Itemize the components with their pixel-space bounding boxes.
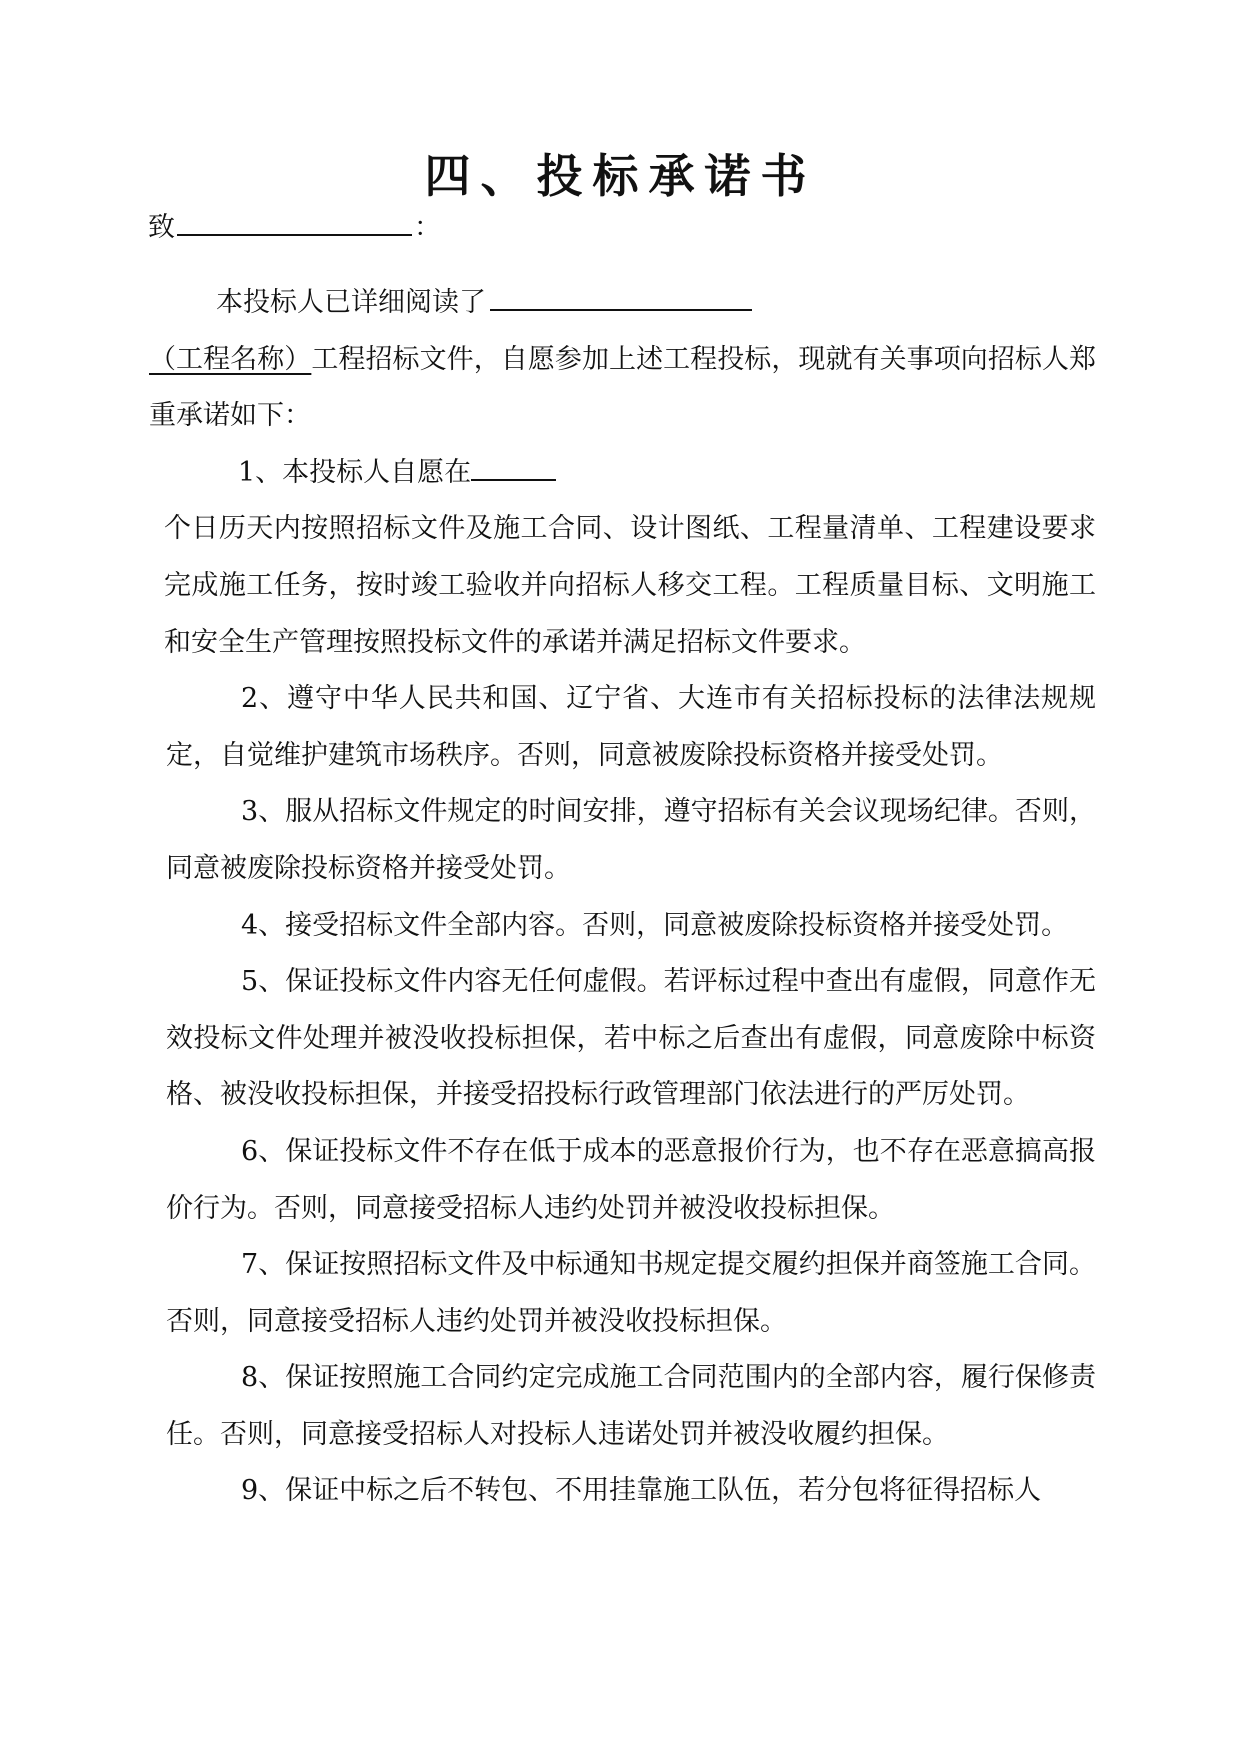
- days-blank: [471, 453, 556, 481]
- clause-8: 8、保证按照施工合同约定完成施工合同范围内的全部内容，履行保修责任。否则，同意接受招标人对投标人违诺处罚并被没收履约担保。: [166, 1362, 1096, 1450]
- addressee-suffix: ：: [414, 212, 441, 243]
- clause-6: 6、保证投标文件不存在低于成本的恶意报价行为，也不存在恶意搞高报价行为。否则，同意接受招标人违约处罚并被没收投标担保。: [166, 1135, 1096, 1224]
- addressee-blank: [177, 208, 412, 236]
- page-title: 四、投标承诺书: [424, 149, 817, 203]
- intro-lead-line: [166, 275, 1096, 332]
- clause-4: 4、接受招标文件全部内容。否则，同意被废除投标资格并接受处罚。: [241, 909, 1069, 941]
- addressee-line: [148, 208, 441, 246]
- project-name-placeholder: （工程名称）: [149, 343, 312, 375]
- document-body: [149, 275, 1097, 1520]
- project-name-blank: [490, 283, 752, 311]
- clause-2: 2、遵守中华人民共和国、辽宁省、大连市有关招标投标的法律法规规定，自觉维护建筑市场秩序。否则，同意被废除投标资格并接受处罚。: [166, 683, 1096, 771]
- intro-rest: 工程招标文件，自愿参加上述工程投标，现就有关事项向招标人郑重承诺如下：: [149, 343, 1097, 432]
- clause-9: 9、保证中标之后不转包、不用挂靠施工队伍，若分包将征得招标人: [241, 1475, 1042, 1507]
- clause-1-lead: 1、本投标人自愿在: [238, 456, 472, 488]
- intro-paragraph: [149, 332, 1096, 445]
- clause-5: 5、保证投标文件内容无任何虚假。若评标过程中查出有虚假，同意作无效投标文件处理并被没收投标担保，若中标之后查出有虚假，同意废除中标资格、被没收投标担保，并接受招投标行政管理部门依法进行的严厉处罚。: [166, 966, 1096, 1111]
- clause-1-rest: 个日历天内按照招标文件及施工合同、设计图纸、工程量清单、工程建设要求完成施工任务，按时竣工验收并向招标人移交工程。工程质量目标、文明施工和安全生产管理按照投标文件的承诺并满足招标文件要求。: [164, 513, 1096, 658]
- clause-3: 3、服从招标文件规定的时间安排，遵守招标有关会议现场纪律。否则，同意被废除投标资格并接受处罚。: [166, 796, 1096, 884]
- addressee-prefix: 致: [148, 212, 175, 243]
- clause-7: 7、保证按照招标文件及中标通知书规定提交履约担保并商签施工合同。否则，同意接受招标人违约处罚并被没收投标担保。: [166, 1249, 1096, 1337]
- intro-lead: 本投标人已详细阅读了: [216, 287, 486, 318]
- clause-1-lead-line: [166, 445, 1096, 502]
